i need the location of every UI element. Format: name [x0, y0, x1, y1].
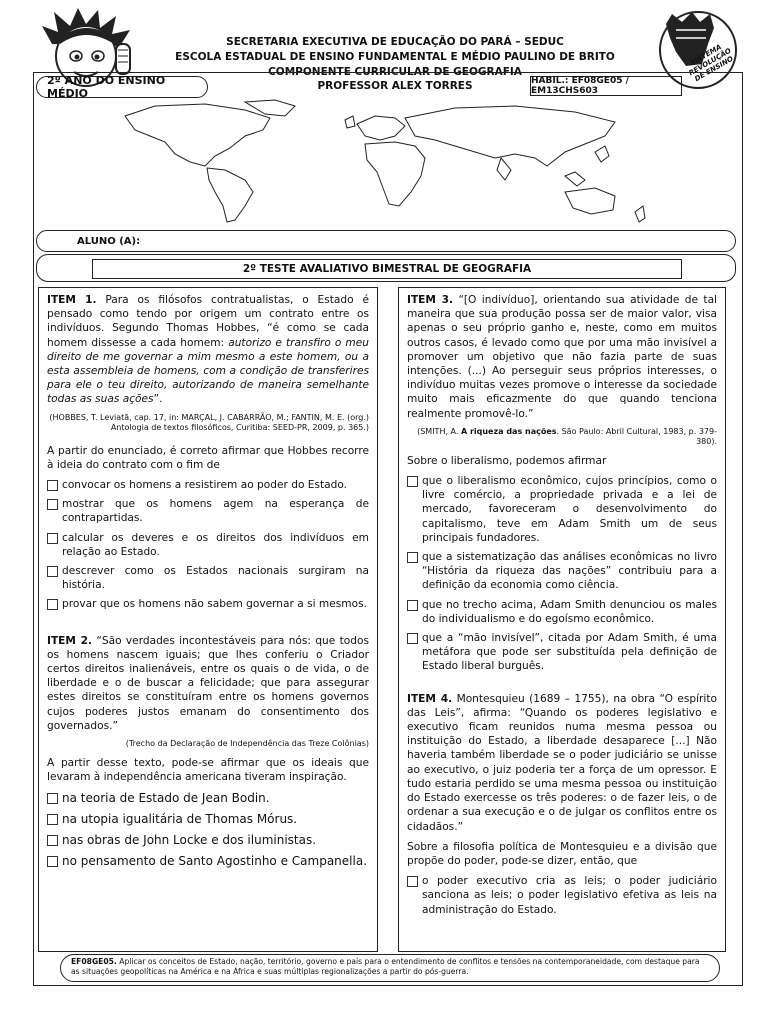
logo-text: SISTEMA REVOLUÇÃO DE ENSINO	[687, 42, 735, 84]
item1-option-a[interactable]: convocar os homens a resistirem ao poder do Estado.	[47, 478, 369, 492]
world-map	[95, 96, 695, 226]
item2-option-d[interactable]: no pensamento de Santo Agostinho e Campanella.	[47, 853, 369, 869]
checkbox-icon[interactable]	[407, 876, 418, 887]
item3-label: ITEM 3.	[407, 294, 454, 306]
item3-statement	[407, 293, 717, 421]
item1-option-c[interactable]: calcular os deveres e os direitos dos indivíduos em relação ao Estado.	[47, 531, 369, 559]
grade-pill	[36, 76, 208, 98]
habil-box	[530, 76, 682, 96]
footer-box	[60, 954, 720, 982]
header-componente: COMPONENTE CURRICULAR DE GEOGRAFIA	[268, 66, 522, 78]
student-name-field[interactable]	[36, 230, 736, 252]
checkbox-icon[interactable]	[47, 499, 58, 510]
item2-option-b[interactable]: na utopia igualitária de Thomas Mórus.	[47, 811, 369, 827]
item4-text: Montesquieu (1689 – 1755), na obra “O espírito das Leis”, afirma: “Quando os poderes legislativo e executivo ficam reunidos numa mesma pessoa ou instituição do Estado, a liberdade desaparece [...] Não haveria também liberdade se o poder judiciário se unisse ao executivo, o juiz poderia ter a força de um opressor. E tudo estaria perdido se uma mesma pessoa ou instituição do Estado exercesse os três poderes: o de fazer leis, o de ordenar a sua execução e o de julgar os conflitos entre os cidadãos.”	[407, 692, 717, 833]
item3-option-d[interactable]: que a “mão invisível”, citada por Adam Smith, é uma metáfora que pode ser substituída pela definição de Estado liberal burguês.	[407, 631, 717, 674]
item2-label: ITEM 2.	[47, 634, 93, 647]
item2-statement	[47, 634, 369, 733]
checkbox-icon[interactable]	[47, 480, 58, 491]
header-secretaria: SECRETARIA EXECUTIVA DE EDUCAÇÃO DO PARÁ – SEDUC	[226, 36, 564, 48]
right-column	[398, 287, 726, 952]
checkbox-icon[interactable]	[47, 856, 58, 867]
item3-text: “[O indivíduo], orientando sua atividade de tal maneira que sua produção possa ser de maior valor, visa apenas o seu próprio ganho e, neste, como em muitos outros casos, é levado como que por uma mão invisível a promover um objetivo que não fazia parte de suas intenções. (...) Ao perseguir seus próprios interesses, o indivíduo muitas vezes promove o interesse da sociedade muito mais eficazmente do que quando tenciona realmente promovê-lo.”	[407, 294, 718, 420]
checkbox-icon[interactable]	[47, 793, 58, 804]
item1-option-b[interactable]: mostrar que os homens agem na esperança de contrapartidas.	[47, 497, 369, 525]
checkbox-icon[interactable]	[407, 476, 418, 487]
left-column	[38, 287, 378, 952]
header-professor: PROFESSOR ALEX TORRES	[317, 80, 473, 92]
item1-quote: autorizo e transfiro o meu direito de me governar a mim mesmo a este homem, ou a esta assembleia de homens, com a condição de transferires para ele o teu direito, autorizando de maneira semelhante todas as suas ações	[47, 336, 369, 406]
checkbox-icon[interactable]	[47, 835, 58, 846]
item3-question: Sobre o liberalismo, podemos afirmar	[407, 454, 607, 467]
item4-option-a[interactable]: o poder executivo cria as leis; o poder judiciário sanciona as leis; o poder legislativo efetiva as leis na administração do Estado.	[407, 874, 717, 917]
item2-option-a[interactable]: na teoria de Estado de Jean Bodin.	[47, 790, 369, 806]
test-title	[92, 259, 682, 279]
item1-option-e[interactable]: provar que os homens não sabem governar a si mesmos.	[47, 597, 369, 611]
habil-code: HABIL.: EF08GE05 / EM13CHS603	[531, 76, 629, 96]
checkbox-icon[interactable]	[407, 552, 418, 563]
item1-option-d[interactable]: descrever como os Estados nacionais surgiram na história.	[47, 564, 369, 592]
item3-option-c[interactable]: que no trecho acima, Adam Smith denunciou os males do individualismo e do egoísmo econômico.	[407, 598, 717, 626]
item4-question: Sobre a filosofia política de Montesquieu e a divisão que propõe do poder, pode-se dizer, então, que	[407, 840, 717, 867]
test-title-text: 2º TESTE AVALIATIVO BIMESTRAL DE GEOGRAFIA	[242, 263, 532, 275]
footer-code: EF08GE05.	[71, 957, 117, 966]
checkbox-icon[interactable]	[47, 533, 58, 544]
test-title-box	[36, 254, 736, 282]
checkbox-icon[interactable]	[407, 600, 418, 611]
checkbox-icon[interactable]	[407, 633, 418, 644]
item1-question: A partir do enunciado, é correto afirmar que Hobbes recorre à ideia do contrato com o fim de	[47, 444, 369, 471]
checkbox-icon[interactable]	[47, 814, 58, 825]
checkbox-icon[interactable]	[47, 566, 58, 577]
item2-option-c[interactable]: nas obras de John Locke e dos iluministas.	[47, 832, 369, 848]
item1-reference: (HOBBES, T. Leviatã, cap. 17, in: MARÇAL, J. CABARRÃO, M.; FANTIN, M. E. (org.) Antologia de textos filosóficos, Curitiba: SEED-PR, 2009, p. 365.)	[49, 412, 369, 433]
item2-reference: (Trecho da Declaração de Independência das Treze Colônias)	[125, 739, 369, 749]
student-label: ALUNO (A):	[77, 235, 141, 247]
item3-reference: (SMITH, A. A riqueza das nações. São Paulo: Abril Cultural, 1983, p. 379-380).	[417, 426, 717, 447]
item1-statement	[47, 293, 369, 407]
item2-question: A partir desse texto, pode-se afirmar que os ideais que levaram à independência americana tiveram inspiração.	[47, 756, 369, 783]
item1-label: ITEM 1.	[47, 294, 97, 306]
header-escola: ESCOLA ESTADUAL DE ENSINO FUNDAMENTAL E MÉDIO PAULINO DE BRITO	[175, 51, 615, 63]
item3-option-b[interactable]: que a sistematização das análises econômicas no livro “História da riqueza das nações” contribuiu para a definição da economia como ciência.	[407, 550, 717, 593]
item3-option-a[interactable]: que o liberalismo econômico, cujos princípios, como o livre comércio, a propriedade privada e a lei de mercado, favoreceram o desenvolvimento do capitalismo, teve em Adam Smith um de seus principais fundadores.	[407, 474, 717, 545]
checkbox-icon[interactable]	[47, 599, 58, 610]
item1-intro: Para os filósofos contratualistas, o Estado é pensado como tendo por origem um contrato entre os indivíduos. Segundo Thomas Hobbes, “é como se cada homem dissesse a cada homem:	[47, 294, 369, 349]
item4-label: ITEM 4.	[407, 692, 453, 705]
footer-text: Aplicar os conceitos de Estado, nação, território, governo e país para o entendimento de conflitos e tensões na contemporaneidade, com destaque para as situações geopolíticas na América e na África e suas múltiplas regionalizações a partir do pós-guerra.	[71, 957, 700, 976]
item4-statement	[407, 692, 717, 834]
item1-quote-end: ”.	[153, 393, 163, 406]
grade-label: 2º ANO DO ENSINO MÉDIO	[47, 74, 166, 100]
item2-text: “São verdades incontestáveis para nós: que todos os homens nascem iguais; que lhes conferiu o Criador certos direitos inalienáveis, entre os quais o de vida, o de liberdade e o de buscar a felicidade; que para assegurar estes direitos se constituíram entre os homens governos cujos poderes justos emanam do consentimento dos governados.”	[47, 634, 369, 732]
